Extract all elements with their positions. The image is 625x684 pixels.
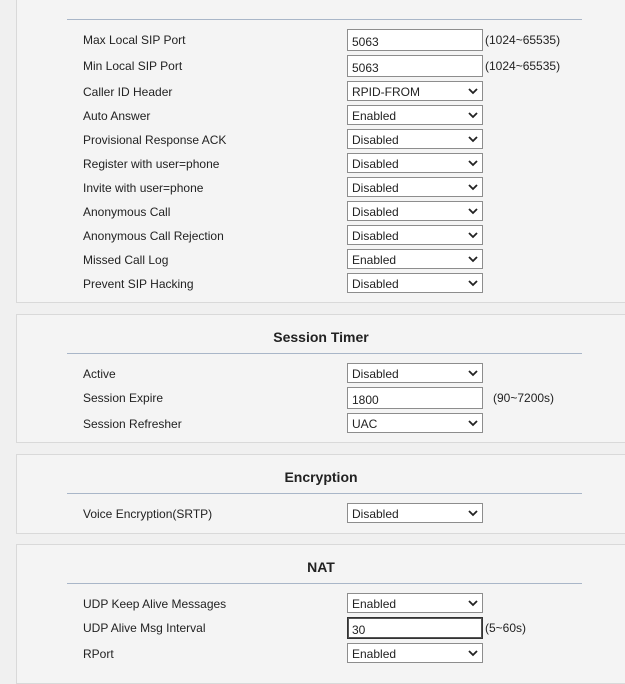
chevron-down-icon — [468, 278, 478, 288]
row-invite-with-user-phone — [17, 177, 625, 199]
select-value: Enabled — [352, 253, 397, 267]
select-value: Enabled — [352, 109, 397, 123]
chevron-down-icon — [468, 206, 478, 216]
invite-with-user-phone-select[interactable] — [347, 177, 483, 197]
select-value: Disabled — [352, 181, 399, 195]
provisional-response-ack-select[interactable] — [347, 129, 483, 149]
row-prevent-sip-hacking — [17, 273, 625, 295]
section-divider — [67, 493, 582, 494]
field-label: Anonymous Call — [83, 205, 171, 219]
voice-encryption-select[interactable] — [347, 503, 483, 523]
section-title-session-timer: Session Timer — [273, 329, 369, 345]
max-local-sip-port-input[interactable] — [347, 29, 483, 51]
row-active — [17, 363, 625, 385]
field-label: Session Refresher — [83, 417, 182, 431]
select-value: Disabled — [352, 133, 399, 147]
anonymous-call-select[interactable] — [347, 201, 483, 221]
row-max-local-sip-port — [17, 29, 625, 51]
field-label: Anonymous Call Rejection — [83, 229, 224, 243]
encryption-section — [16, 454, 625, 534]
udp-alive-interval-input[interactable] — [347, 617, 483, 639]
row-session-refresher — [17, 413, 625, 435]
select-value: Disabled — [352, 367, 399, 381]
row-auto-answer — [17, 105, 625, 127]
row-provisional-response-ack — [17, 129, 625, 151]
section-divider — [67, 583, 582, 584]
select-value: Disabled — [352, 205, 399, 219]
range-hint: (5~60s) — [485, 621, 527, 635]
select-value: Disabled — [352, 277, 399, 291]
range-hint: (1024~65535) — [485, 59, 561, 73]
call-section — [16, 0, 625, 303]
range-hint: (1024~65535) — [485, 33, 561, 47]
field-label: Active — [83, 367, 116, 381]
range-hint: (90~7200s) — [493, 391, 555, 405]
row-voice-encryption — [17, 503, 625, 525]
field-label: RPort — [83, 647, 114, 661]
field-label: UDP Alive Msg Interval — [83, 621, 206, 635]
session-timer-active-select[interactable] — [347, 363, 483, 383]
udp-keep-alive-select[interactable] — [347, 593, 483, 613]
field-label: Voice Encryption(SRTP) — [83, 507, 213, 521]
row-udp-alive-interval — [17, 617, 625, 639]
chevron-down-icon — [468, 648, 478, 658]
field-label: Max Local SIP Port — [83, 33, 186, 47]
field-label: Prevent SIP Hacking — [83, 277, 194, 291]
prevent-sip-hacking-select[interactable] — [347, 273, 483, 293]
session-refresher-select[interactable] — [347, 413, 483, 433]
chevron-down-icon — [468, 508, 478, 518]
section-title-encryption: Encryption — [284, 469, 358, 485]
session-timer-section — [16, 314, 625, 443]
field-label: UDP Keep Alive Messages — [83, 597, 227, 611]
field-label: Caller ID Header — [83, 85, 173, 99]
section-divider — [67, 19, 582, 20]
select-value: Disabled — [352, 507, 399, 521]
min-local-sip-port-input[interactable] — [347, 55, 483, 77]
chevron-down-icon — [468, 110, 478, 120]
missed-call-log-select[interactable] — [347, 249, 483, 269]
select-value: Enabled — [352, 597, 397, 611]
field-label: Register with user=phone — [83, 157, 220, 171]
section-divider — [67, 353, 582, 354]
row-min-local-sip-port — [17, 55, 625, 77]
row-session-expire — [17, 387, 625, 409]
chevron-down-icon — [468, 182, 478, 192]
row-register-with-user-phone — [17, 153, 625, 175]
chevron-down-icon — [468, 134, 478, 144]
rport-select[interactable] — [347, 643, 483, 663]
row-rport — [17, 643, 625, 665]
nat-section — [16, 544, 625, 684]
row-anonymous-call — [17, 201, 625, 223]
session-expire-input[interactable] — [347, 387, 483, 409]
select-value: Enabled — [352, 647, 397, 661]
section-title-nat: NAT — [307, 559, 335, 575]
field-label: Provisional Response ACK — [83, 133, 227, 147]
auto-answer-select[interactable] — [347, 105, 483, 125]
chevron-down-icon — [468, 158, 478, 168]
register-with-user-phone-select[interactable] — [347, 153, 483, 173]
row-missed-call-log — [17, 249, 625, 271]
chevron-down-icon — [468, 418, 478, 428]
row-caller-id-header — [17, 81, 625, 103]
chevron-down-icon — [468, 86, 478, 96]
field-label: Auto Answer — [83, 109, 151, 123]
chevron-down-icon — [468, 368, 478, 378]
caller-id-header-select[interactable] — [347, 81, 483, 101]
anonymous-call-rejection-select[interactable] — [347, 225, 483, 245]
chevron-down-icon — [468, 230, 478, 240]
chevron-down-icon — [468, 254, 478, 264]
field-label: Invite with user=phone — [83, 181, 204, 195]
select-value: Disabled — [352, 229, 399, 243]
field-label: Session Expire — [83, 391, 164, 405]
select-value: UAC — [352, 417, 378, 431]
row-udp-keep-alive — [17, 593, 625, 615]
select-value: Disabled — [352, 157, 399, 171]
chevron-down-icon — [468, 598, 478, 608]
field-label: Min Local SIP Port — [83, 59, 183, 73]
field-label: Missed Call Log — [83, 253, 169, 267]
select-value: RPID-FROM — [352, 85, 420, 99]
row-anonymous-call-rejection — [17, 225, 625, 247]
